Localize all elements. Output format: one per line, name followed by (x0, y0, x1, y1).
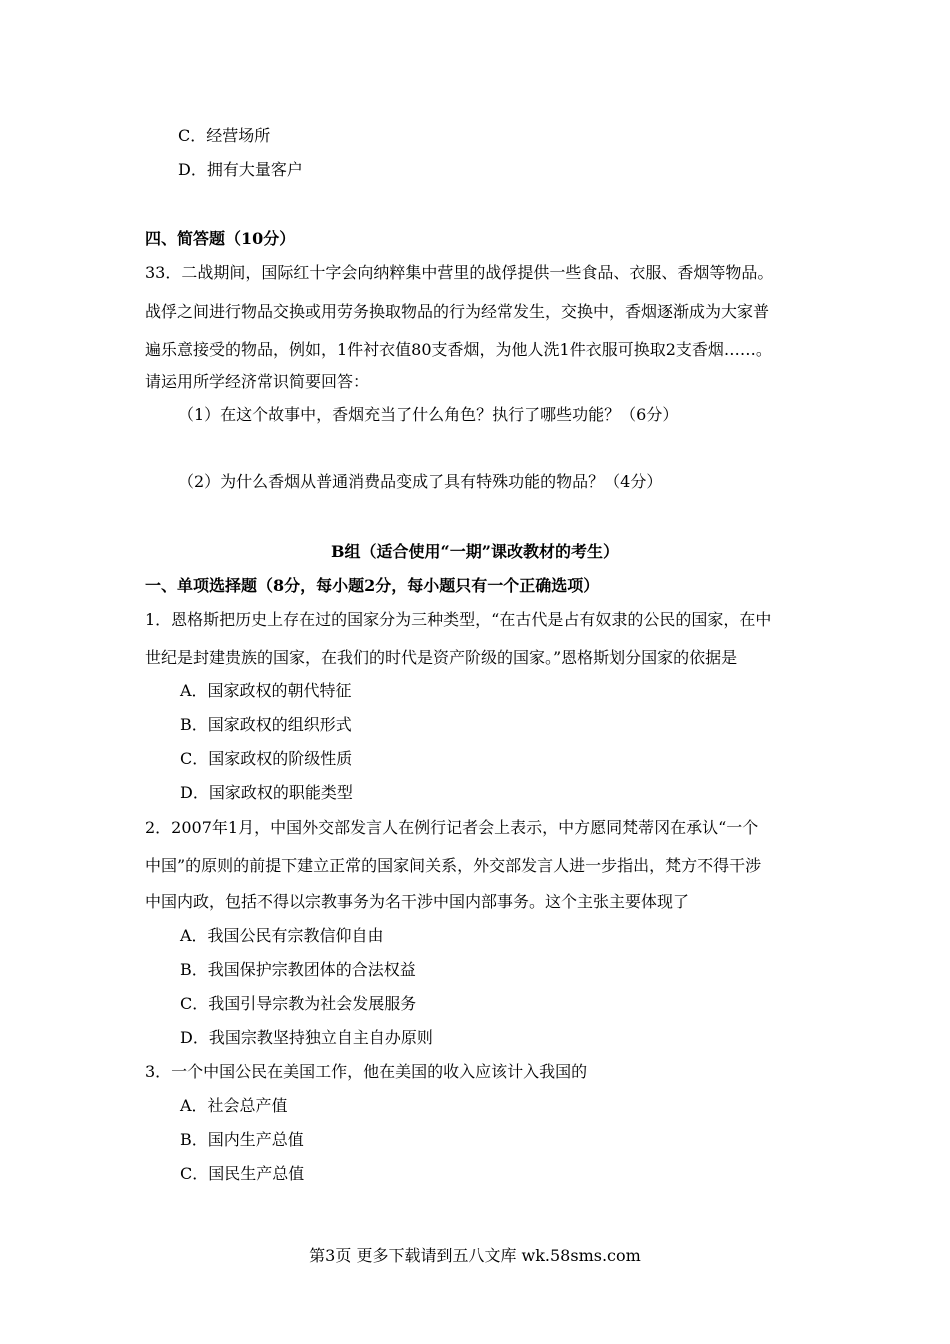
question-text: 中国内政，包括不得以宗教事务为名干涉中国内部事务。这个主张主要体现了 (145, 892, 690, 911)
question-text: 战俘之间进行物品交换或用劳务换取物品的行为经常发生，交换中，香烟逐渐成为大家普 (145, 302, 770, 321)
option-line: C．我国引导宗教为社会发展服务 (180, 994, 417, 1013)
question-text: 世纪是封建贵族的国家，在我们的时代是资产阶级的国家。”恩格斯划分国家的依据是 (145, 648, 738, 667)
sub-question: （2）为什么香烟从普通消费品变成了具有特殊功能的物品？（4分） (178, 472, 663, 491)
sub-question: （1）在这个故事中，香烟充当了什么角色？执行了哪些功能？（6分） (178, 405, 679, 424)
option-line: C．经营场所 (178, 126, 271, 145)
option-line: D．拥有大量客户 (178, 160, 303, 179)
option-line: A．社会总产值 (180, 1096, 288, 1115)
section-heading: 一、单项选择题（8分，每小题2分，每小题只有一个正确选项） (145, 576, 600, 595)
option-line: C．国民生产总值 (180, 1164, 305, 1183)
question-text: 3．一个中国公民在美国工作，他在美国的收入应该计入我国的 (145, 1062, 588, 1081)
option-line: B．我国保护宗教团体的合法权益 (180, 960, 416, 979)
question-text: 请运用所学经济常识简要回答： (145, 372, 370, 391)
group-title: B组（适合使用“一期”课改教材的考生） (331, 542, 619, 561)
page-footer: 第3页 更多下载请到五八文库 wk.58sms.com (309, 1246, 641, 1265)
option-line: B．国内生产总值 (180, 1130, 304, 1149)
question-text: 中国”的原则的前提下建立正常的国家间关系，外交部发言人进一步指出，梵方不得干涉 (145, 856, 762, 875)
option-line: A．我国公民有宗教信仰自由 (180, 926, 384, 945)
question-text: 遍乐意接受的物品，例如，1件衬衣值80支香烟，为他人洗1件衣服可换取2支香烟……。 (145, 340, 772, 359)
option-line: B．国家政权的组织形式 (180, 715, 352, 734)
question-text: 2．2007年1月，中国外交部发言人在例行记者会上表示，中方愿同梵蒂冈在承认“一个 (145, 818, 759, 837)
section-heading: 四、简答题（10分） (145, 229, 296, 248)
option-line: D．我国宗教坚持独立自主自办原则 (180, 1028, 433, 1047)
option-line: D．国家政权的职能类型 (180, 783, 353, 802)
option-line: C．国家政权的阶级性质 (180, 749, 353, 768)
question-text: 33．二战期间，国际红十字会向纳粹集中营里的战俘提供一些食品、衣服、香烟等物品。 (145, 263, 774, 282)
question-text: 1．恩格斯把历史上存在过的国家分为三种类型，“在古代是占有奴隶的公民的国家，在中 (145, 610, 772, 629)
option-line: A．国家政权的朝代特征 (180, 681, 352, 700)
